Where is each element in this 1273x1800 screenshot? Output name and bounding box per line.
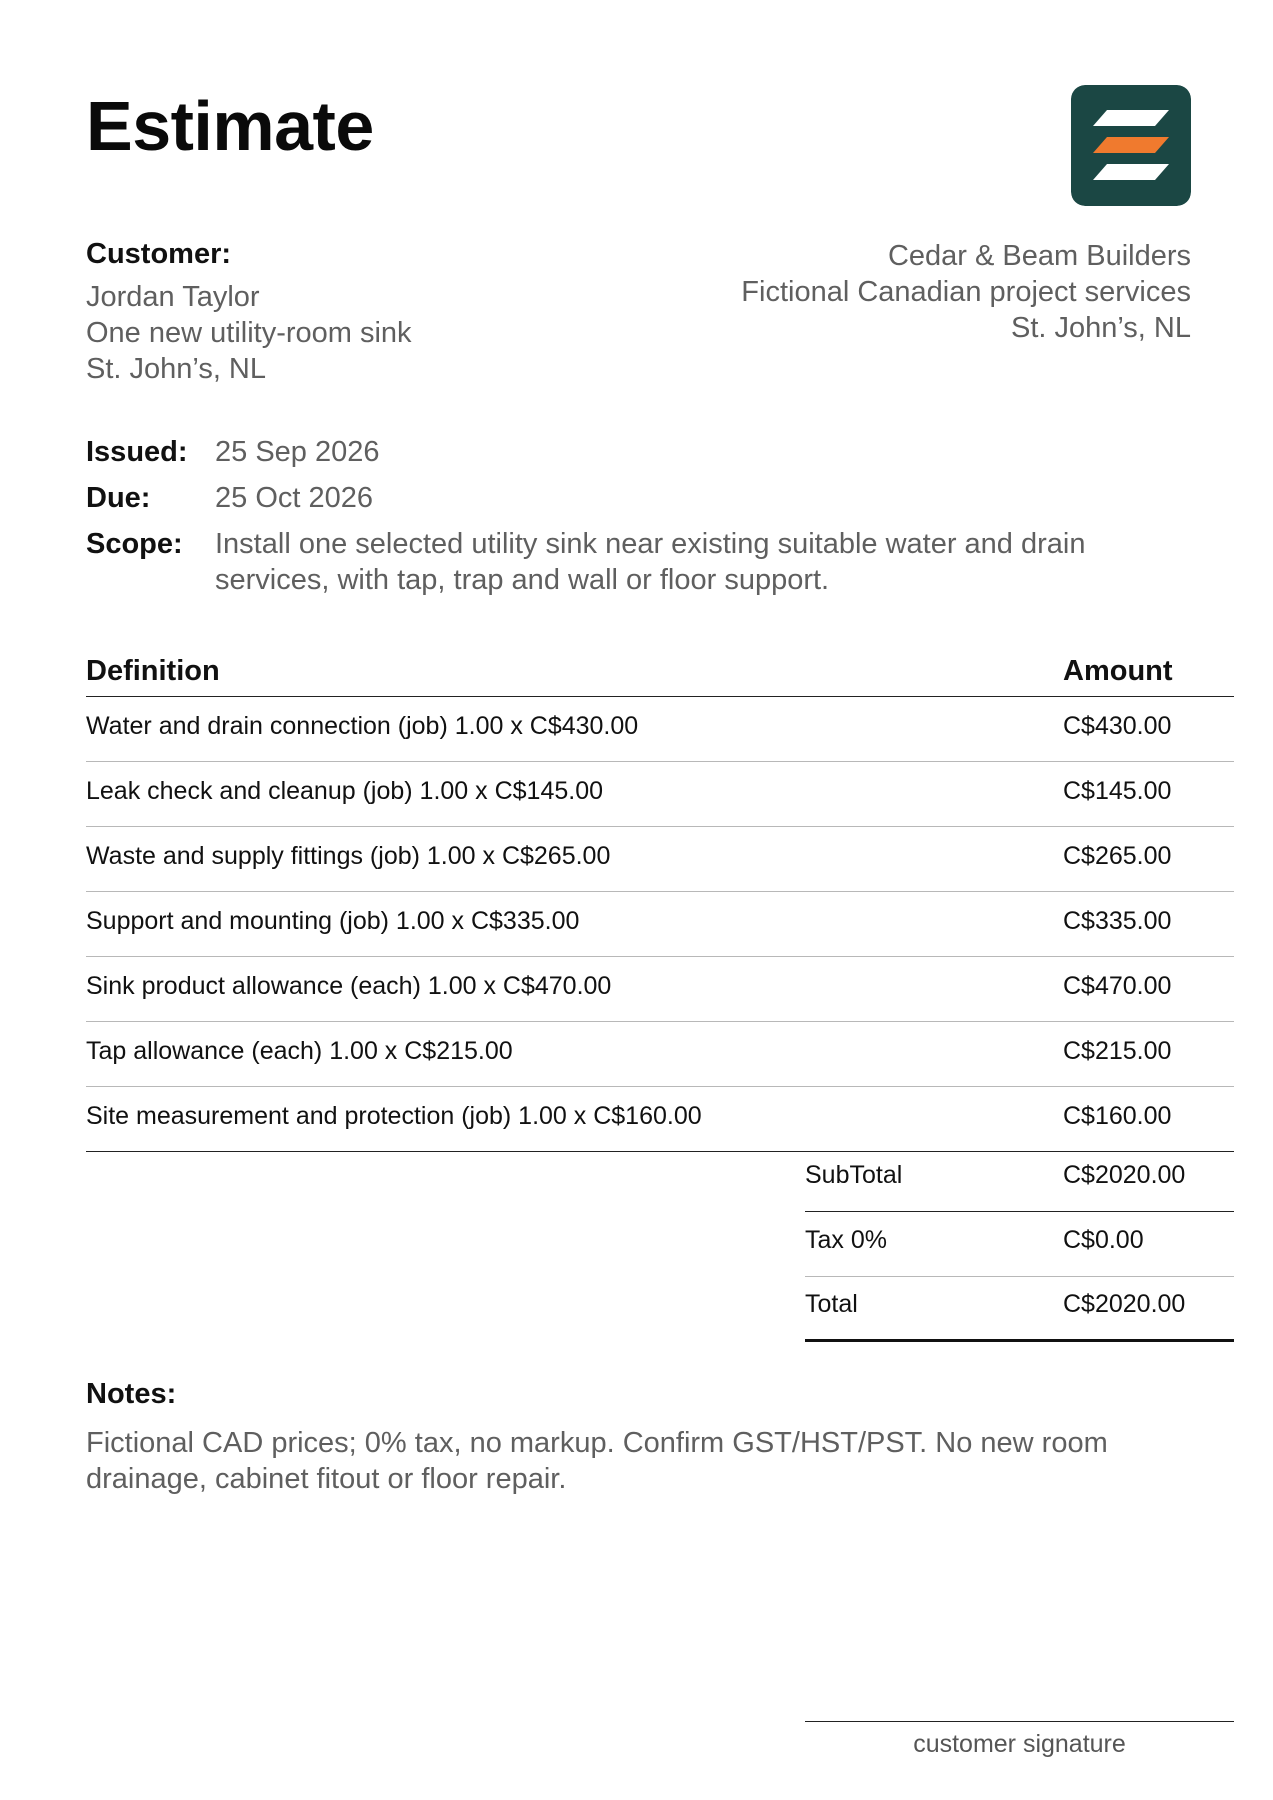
company-name: Cedar & Beam Builders [887, 240, 1191, 272]
subtotal-value: C$2020.00 [1063, 1160, 1186, 1189]
table-row [86, 957, 1234, 1022]
header-amount: Amount [1063, 655, 1173, 687]
row-amount: C$430.00 [1063, 711, 1172, 740]
header-definition: Definition [86, 655, 220, 687]
table-row [86, 1022, 1234, 1087]
row-definition: Waste and supply fittings (job) 1.00 x C$265.00 [86, 841, 611, 870]
tax-value: C$0.00 [1063, 1225, 1144, 1254]
customer-block [86, 238, 412, 387]
table-row [86, 697, 1234, 762]
row-amount: C$215.00 [1063, 1036, 1172, 1065]
tax-label: Tax 0% [805, 1225, 887, 1254]
meta-scope-value: Install one selected utility sink near existing suitable water and drain services, with tap, trap and wall or floor support. [215, 528, 1086, 596]
meta-scope [86, 526, 1186, 598]
table-row [86, 892, 1234, 957]
row-amount: C$470.00 [1063, 971, 1172, 1000]
company-block [741, 238, 1191, 346]
row-definition: Site measurement and protection (job) 1.00 x C$160.00 [86, 1101, 702, 1130]
customer-location: St. John’s, NL [86, 353, 267, 385]
signature-label: customer signature [913, 1730, 1126, 1758]
notes-label: Notes: [86, 1378, 177, 1410]
row-definition: Support and mounting (job) 1.00 x C$335.00 [86, 906, 580, 935]
table-row [86, 1087, 1234, 1152]
total-row [805, 1277, 1234, 1342]
row-amount: C$335.00 [1063, 906, 1172, 935]
company-tagline: Fictional Canadian project services [741, 276, 1191, 308]
row-definition: Leak check and cleanup (job) 1.00 x C$145.00 [86, 776, 604, 805]
total-value: C$2020.00 [1063, 1289, 1186, 1318]
meta-issued-value: 25 Sep 2026 [215, 436, 380, 468]
subtotal-label: SubTotal [805, 1160, 903, 1189]
row-definition: Sink product allowance (each) 1.00 x C$470.00 [86, 971, 612, 1000]
table-header [86, 655, 1234, 697]
totals-block [805, 1147, 1234, 1342]
row-definition: Tap allowance (each) 1.00 x C$215.00 [86, 1036, 513, 1065]
customer-project: One new utility-room sink [86, 317, 412, 349]
customer-name: Jordan Taylor [86, 281, 260, 313]
table-row [86, 827, 1234, 892]
row-amount: C$265.00 [1063, 841, 1172, 870]
customer-label: Customer: [86, 238, 232, 270]
document-title: Estimate [86, 87, 374, 165]
subtotal-row [805, 1147, 1234, 1212]
signature-line [805, 1721, 1234, 1722]
total-label: Total [805, 1289, 858, 1318]
meta-due-value: 25 Oct 2026 [215, 482, 373, 514]
meta-issued [86, 434, 1186, 470]
company-logo-icon [1071, 85, 1191, 206]
row-amount: C$160.00 [1063, 1101, 1172, 1130]
line-items-table [86, 655, 1234, 1152]
notes-section [86, 1378, 1206, 1497]
row-definition: Water and drain connection (job) 1.00 x C$430.00 [86, 711, 639, 740]
meta-due [86, 480, 1186, 516]
meta-issued-label: Issued: [86, 436, 188, 468]
row-amount: C$145.00 [1063, 776, 1172, 805]
meta-scope-label: Scope: [86, 528, 183, 560]
table-row [86, 762, 1234, 827]
estimate-meta [86, 434, 1186, 608]
company-location: St. John’s, NL [1010, 312, 1191, 344]
meta-due-label: Due: [86, 482, 151, 514]
tax-row [805, 1212, 1234, 1277]
notes-text: Fictional CAD prices; 0% tax, no markup. Confirm GST/HST/PST. No new room drainage, cabinet fitout or floor repair. [86, 1427, 1108, 1495]
